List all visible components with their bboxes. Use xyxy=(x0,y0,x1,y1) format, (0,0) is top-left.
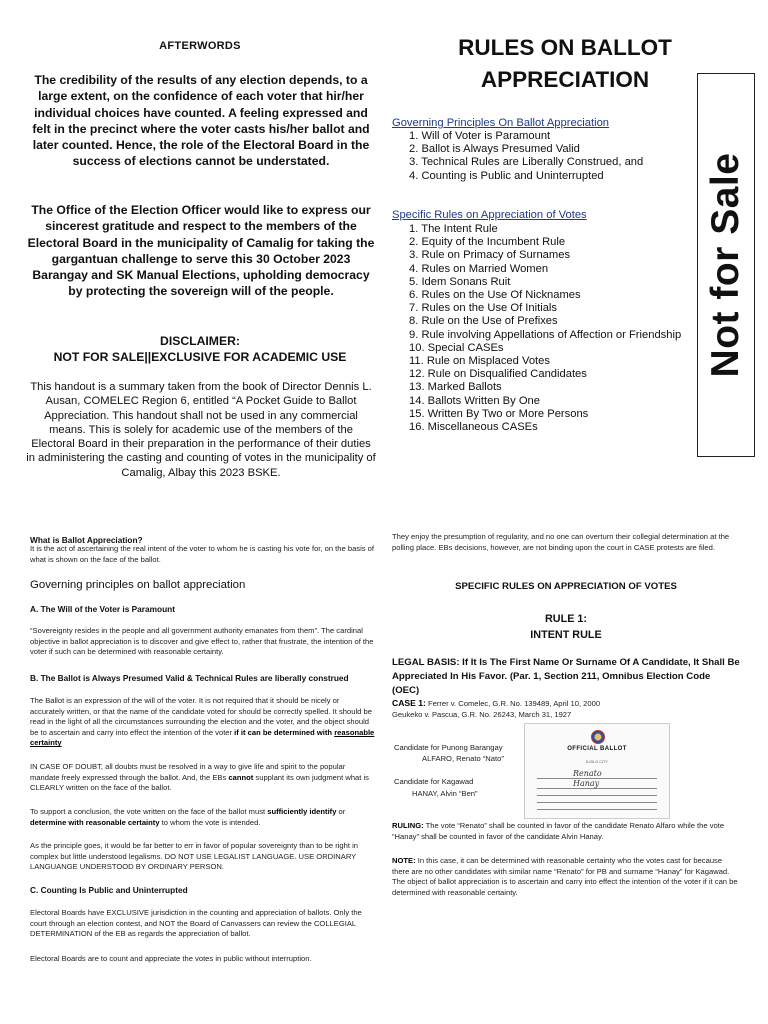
doubt-text-1: IN CASE OF DOUBT, all doubts must be resolved in a way to give life and spirit to the popular mandate freely expressed through the ballot. And, the EBs xyxy=(30,762,346,782)
note-paragraph xyxy=(392,856,740,898)
ballot-title: OFFICIAL BALLOT xyxy=(567,746,627,752)
list-item: 2. Ballot is Always Presumed Valid xyxy=(409,143,580,156)
rule-1-heading xyxy=(392,611,740,643)
candidate-pb-name: ALFARO, Renato “Nato” xyxy=(422,754,504,763)
principle-b-text: The Ballot is an expression of the will of the voter. It is not required that it should be nicely or accurately written, or that the name of the candidate voted for should be correctly spelled. It should be read in the light of all the circumstances surrounding the election and the voter, and the object should be to ascertain and carry into effect the intention of the voter xyxy=(30,696,372,737)
support-bold-2: determine with reasonable certainty xyxy=(30,817,160,827)
principle-b-title: B. The Ballot is Always Presumed Valid & Technical Rules are liberally construed xyxy=(30,673,349,683)
principle-a-body: “Sovereignty resides in the people and all government authority emanates from them”. The cardinal objective in ballot appreciation is to discover and give effect to, rather that frustrate, the intention of the voter if such can be determined with reasonable certainty. xyxy=(30,626,374,657)
support-text-1: To support a conclusion, the vote written on the face of the ballot must xyxy=(30,807,268,816)
candidate-kagawad-name: HANAY, Alvin “Ben” xyxy=(412,789,478,798)
ruling-text: The vote “Renato” shall be counted in favor of the candidate Renato Alfaro while the vote “Hanay” shall be counted in favor of the candidate Alvin Hanay. xyxy=(392,821,725,841)
list-item: 3. Technical Rules are Liberally Construed, and xyxy=(409,156,644,169)
ballot-image xyxy=(524,723,670,819)
page-title-line-2: APPRECIATION xyxy=(480,67,650,92)
support-text-2: to whom the vote is intended. xyxy=(159,817,261,827)
list-item: 2. Equity of the Incumbent Rule xyxy=(409,236,566,249)
principle-c-body-2: Electoral Boards are to count and appreciate the votes in public without interruption. xyxy=(30,954,312,963)
principle-b-underline: reasonable certainty xyxy=(30,727,375,748)
list-item: 13. Marked Ballots xyxy=(409,381,502,394)
list-item: 15. Written By Two or More Persons xyxy=(409,407,589,420)
case-label: CASE 1: xyxy=(392,698,426,708)
list-item: 4. Rules on Married Women xyxy=(409,262,549,275)
list-item: 16. Miscellaneous CASEs xyxy=(409,421,538,434)
list-item: 4. Counting is Public and Uninterrupted xyxy=(409,169,604,182)
support-conclusion-body xyxy=(30,807,376,828)
disclaimer-body: This handout is a summary taken from the book of Director Dennis L. Ausan, COMELEC Region 6, entitled “A Pocket Guide to Ballot Appreciation. This handout shall not be used in any commercial means. This is solely for academic use of the members of the Electoral Board in their preparation in the performance of their duties in administering the casting and counting of votes in the municipality of Camalig, Albay this 2023 BSKE. xyxy=(26,381,376,479)
principle-c-title: C. Counting Is Public and Uninterrupted xyxy=(30,885,188,895)
ballot-line xyxy=(537,795,657,796)
disclaimer-heading xyxy=(20,333,380,365)
ballot-appreciation-definition: It is the act of ascertaining the real intent of the voter to whom he is casting his vote for, on the basis of what is shown on the face of the ballot. xyxy=(30,544,375,564)
ruling-paragraph xyxy=(392,821,740,842)
list-item: 12. Rule on Disqualified Candidates xyxy=(409,368,587,381)
note-label: NOTE: xyxy=(392,856,416,865)
rule-name: INTENT RULE xyxy=(530,629,602,641)
case-1-citation xyxy=(392,698,622,720)
case-1-line-1 xyxy=(392,698,622,710)
candidate-kagawad-label: Candidate for Kagawad xyxy=(394,777,474,786)
ballot-line xyxy=(537,809,657,810)
governing-principles-heading: Governing principles on ballot appreciation xyxy=(30,579,246,591)
note-text: In this case, it can be determined with reasonable certainty who the votes cast for because there are no other candidates with similar name “Renato” for PB and surname “Hanay” for Kagawad. The object of ballot appreciation is to ascertain and carry into effect the intention of the voter if it can be determined with reasonable certainty. xyxy=(392,856,738,897)
afterwords-paragraph-2: The Office of the Election Officer would like to express our sincerest gratitude and respect to the members of the Electoral Board in the municipality of Camalig for taking the gargantuan challenge to serve this 30 October 2023 Barangay and SK Manual Elections, upholding democracy by protecting the sovereign will of the people. xyxy=(27,203,375,299)
support-or: or xyxy=(336,807,346,816)
ballot-city: ILOILO CITY xyxy=(586,760,608,764)
case-line-1-text: Ferrer v. Comelec, G.R. No. 139489, April 10, 2000 xyxy=(425,699,601,708)
page-title xyxy=(420,32,710,96)
list-item: 7. Rules on the Use Of Initials xyxy=(409,302,557,315)
ballot-handwriting-1: Renato xyxy=(573,769,602,778)
list-item: 11. Rule on Misplaced Votes xyxy=(409,355,550,368)
list-item: 14. Ballots Written By One xyxy=(409,394,540,407)
list-item: 1. The Intent Rule xyxy=(409,223,498,235)
list-item: 10. Special CASEs xyxy=(409,341,504,354)
principle-a-title: A. The Will of the Voter is Paramount xyxy=(30,604,175,614)
seal-icon xyxy=(591,730,605,744)
governing-principles-list xyxy=(409,130,643,183)
not-for-sale-label: Not for Sale xyxy=(704,152,747,378)
list-item: 6. Rules on the Use Of Nicknames xyxy=(409,289,581,302)
what-is-ballot-appreciation-title: What is Ballot Appreciation? xyxy=(30,535,143,545)
governing-principles-title: Governing Principles On Ballot Appreciation xyxy=(392,117,610,129)
support-bold-1: sufficiently identify xyxy=(267,807,337,816)
afterwords-title: AFTERWORDS xyxy=(159,40,241,52)
list-item: 5. Idem Sonans Ruit xyxy=(409,275,511,288)
page-title-line-1: RULES ON BALLOT xyxy=(458,35,672,60)
legalism-body: As the principle goes, it would be far better to err in favor of popular sovereignty than to be right in complex but little understood legalisms. DO NOT USE LEGALIST LANGUAGE. USE ORDINARY LANGUANGE UNDERSTOOD BY ORDINARY PERSON. xyxy=(30,841,358,872)
candidate-pb-label: Candidate for Punong Barangay xyxy=(394,743,503,752)
ballot-line xyxy=(537,788,657,789)
specific-rules-heading: SPECIFIC RULES ON APPRECIATION OF VOTES xyxy=(455,581,677,592)
principle-b-bold: if it can be determined with xyxy=(234,727,333,737)
disclaimer-subtitle: NOT FOR SALE||EXCLUSIVE FOR ACADEMIC USE xyxy=(53,350,347,364)
case-of-doubt-body xyxy=(30,762,376,794)
not-for-sale-box xyxy=(697,73,755,457)
specific-rules-title: Specific Rules on Appreciation of Votes xyxy=(392,209,587,221)
doubt-bold: cannot xyxy=(228,772,254,782)
ballot-line xyxy=(537,802,657,803)
principle-b-body xyxy=(30,696,376,749)
list-item: 9. Rule involving Appellations of Affection or Friendship xyxy=(409,328,682,341)
rule-number: RULE 1: xyxy=(545,613,587,625)
list-item: 3. Rule on Primacy of Surnames xyxy=(409,249,571,262)
specific-rules-list xyxy=(409,223,681,434)
disclaimer-title: DISCLAIMER: xyxy=(160,334,240,348)
ballot-handwriting-2: Hanay xyxy=(573,779,600,788)
case-1-line-2: Geukeko v. Pascua, G.R. No. 26243, March 31, 1927 xyxy=(392,709,572,719)
doubt-text-2: supplant its own judgment what is CLEARLY written on the face of the ballot. xyxy=(30,772,369,793)
list-item: 8. Rule on the Use of Prefixes xyxy=(409,315,558,328)
principle-c-body: Electoral Boards have EXCLUSIVE jurisdiction in the counting and appreciation of ballots. Only the court through an election contest, and NOT the Board of Canvassers can review the COLLEGIAL DETERMINATION of the EB as regards the appreciation of ballot. xyxy=(30,908,362,939)
ruling-label: RULING: xyxy=(392,821,424,830)
regularity-paragraph: They enjoy the presumption of regularity, and no one can overturn their collegial determination at the polling place. EBs decisions, however, are not binding upon the court in CASE protests are filed. xyxy=(392,532,730,552)
list-item: 1. Will of Voter is Paramount xyxy=(409,130,551,142)
afterwords-paragraph-1: The credibility of the results of any election depends, to a large extent, on the confidence of each voter that hir/her individual choices have counted. A feeling expressed and felt in the precinct where the voter casts his/her ballot and later counted. Hence, the role of the Electoral Board in the success of elections cannot be understated. xyxy=(32,73,370,169)
legal-basis: LEGAL BASIS: If It Is The First Name Or Surname Of A Candidate, It Shall Be Appreciated In His Favor. (Par. 1, Section 211, Omnibus Election Code (OEC) xyxy=(392,657,740,696)
